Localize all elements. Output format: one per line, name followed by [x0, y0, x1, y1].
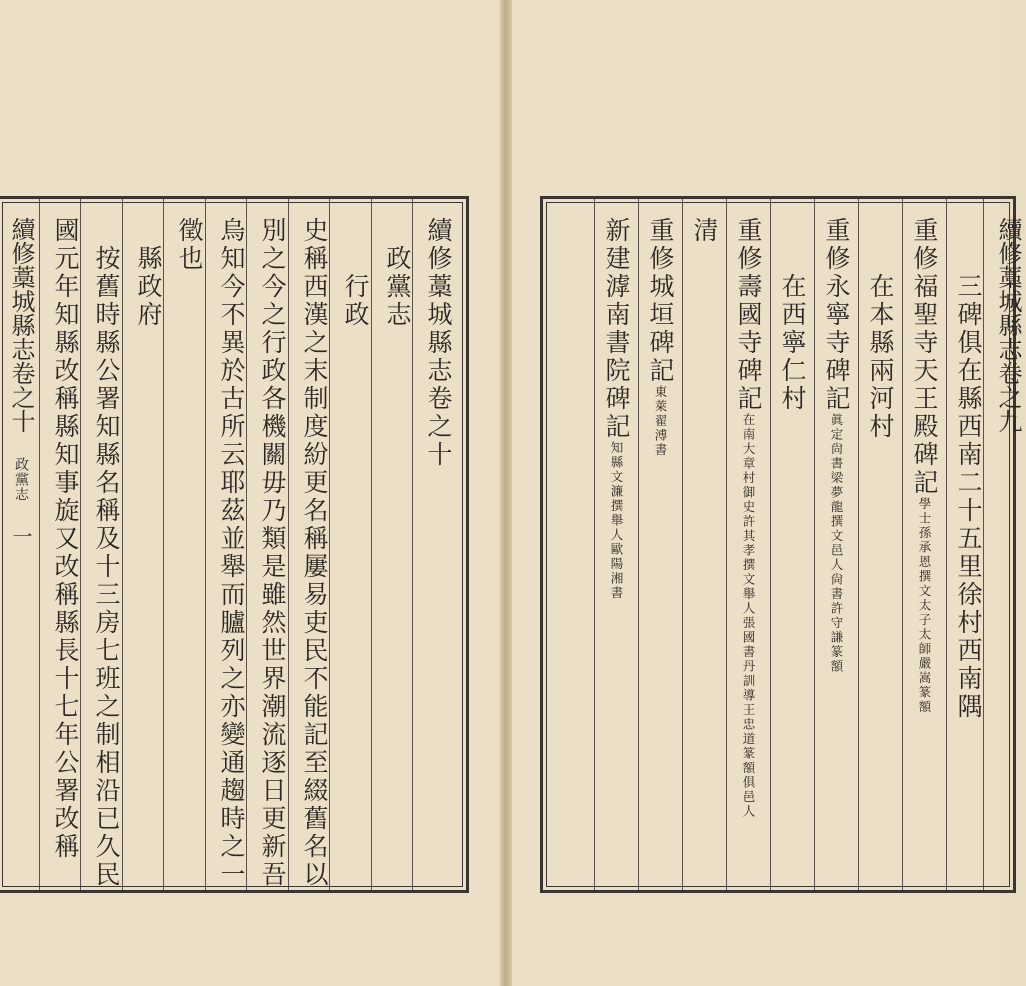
location-column: 三碑俱在縣西南二十五里徐村西南隅 — [954, 217, 983, 721]
margin-volume: 卷之十 — [7, 361, 35, 433]
annotation: 人歐陽湘書 — [609, 528, 624, 601]
annotation: 溥書 — [653, 428, 668, 458]
stele-title: 重修壽國寺碑記 — [734, 217, 763, 413]
text-column: 史稱西漢之末制度紛更名稱屢易吏民不能記至綴舊名以 — [300, 217, 329, 889]
left-margin-ear — [0, 217, 39, 872]
text-column: 別之今之行政各機關毋乃類是雖然世界潮流逐日更新吾 — [258, 217, 287, 889]
margin-page-number: 一 — [9, 526, 33, 546]
stele-entry — [904, 217, 944, 715]
stele-entry — [816, 217, 856, 674]
annotation: 子太師嚴嵩篆額 — [917, 613, 932, 715]
text-column: 徵也 — [175, 217, 204, 273]
stele-title: 重修永寧寺碑記 — [822, 217, 851, 413]
margin-book-title: 續修藁城縣志 — [994, 217, 1022, 361]
annotation: 眞定尙書梁夢龍撰文 — [829, 413, 844, 544]
annotation: 東萊翟 — [653, 385, 668, 429]
text-column: 按舊時縣公署知縣名稱及十三房七班之制相沿已久民 — [92, 217, 121, 889]
location-column: 在西寧仁村 — [778, 217, 807, 413]
stele-entry — [596, 217, 636, 601]
book-gutter — [500, 0, 512, 986]
annotation: 邑人尙書許守謙篆額 — [829, 543, 844, 674]
text-column: 烏知今不異於古所云耶茲並舉而臚列之亦變通趨時之一 — [217, 217, 246, 889]
stele-title: 新建滹南書院碑記 — [602, 217, 631, 441]
margin-section: 政黨志 — [13, 457, 29, 502]
stele-title: 重修城垣碑記 — [646, 217, 675, 385]
annotation: 張國書丹訓導王忠道篆額俱邑人 — [741, 616, 756, 819]
stele-entry — [728, 217, 768, 819]
subsection-heading: 行政 — [341, 217, 370, 329]
section-heading: 政黨志 — [383, 217, 412, 329]
stele-title: 重修福聖寺天王殿碑記 — [910, 217, 939, 497]
location-column: 在本縣兩河村 — [866, 217, 895, 441]
stele-entry — [640, 217, 680, 458]
margin-volume: 卷之九 — [994, 361, 1022, 433]
left-page-frame — [0, 196, 469, 893]
entry-heading: 縣政府 — [134, 217, 163, 329]
volume-heading: 續修藁城縣志卷之十 — [424, 217, 453, 469]
right-page-frame — [540, 196, 1022, 893]
annotation: 知縣文濂撰舉 — [609, 441, 624, 528]
annotation: 學士孫承恩撰文太 — [917, 497, 932, 613]
text-column: 國元年知縣改稱縣知事旋又改稱縣長十七年公署改稱 — [51, 217, 80, 861]
margin-book-title: 續修藁城縣志 — [7, 217, 35, 361]
dynasty-heading: 清 — [690, 217, 719, 245]
right-margin-ear — [986, 217, 1026, 872]
annotation: 在南大章村御史許其孝撰文舉人 — [741, 413, 756, 616]
